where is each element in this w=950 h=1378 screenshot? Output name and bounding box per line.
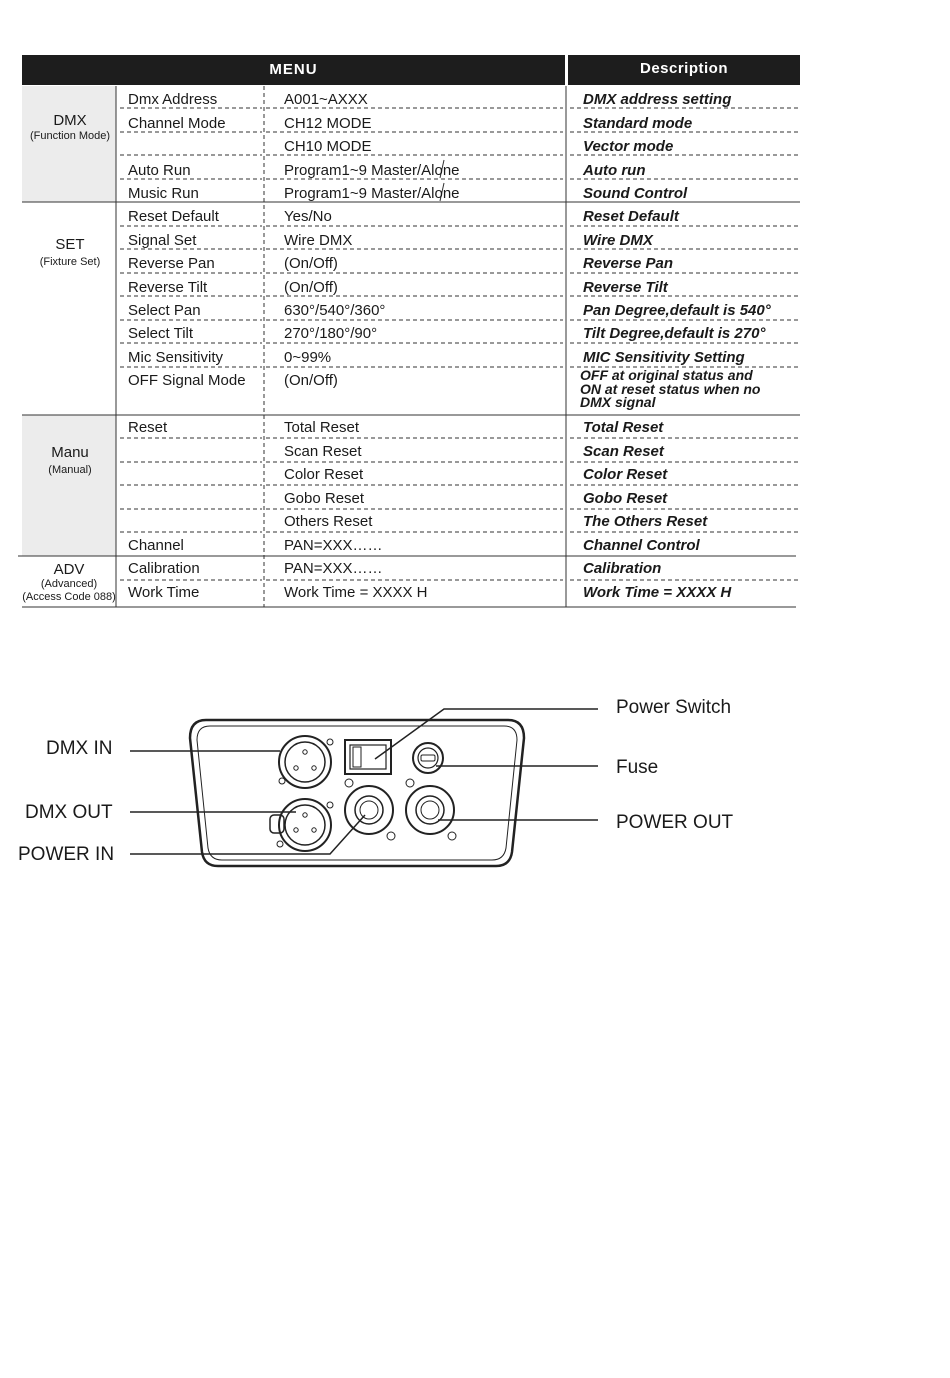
power-out-connector-icon [406, 779, 456, 840]
row-item: Reverse Pan [128, 255, 215, 272]
row-desc: Vector mode [583, 138, 674, 155]
row-desc: Color Reset [583, 466, 668, 483]
group-set-label: SET [55, 236, 85, 253]
row-item: Channel Mode [128, 115, 226, 132]
row-desc: Sound Control [583, 185, 688, 202]
row-desc: Total Reset [583, 419, 664, 436]
group-adv-sub: (Advanced) [40, 578, 98, 590]
panel-housing [190, 720, 524, 866]
row-value: Color Reset [284, 466, 364, 483]
row-value: Yes/No [284, 208, 332, 225]
group-set-sub: (Fixture Set) [39, 256, 101, 268]
label-dmx-in: DMX IN [46, 738, 113, 759]
row-item: Channel [128, 537, 184, 554]
row-value: Work Time = XXXX H [284, 584, 428, 601]
row-value: CH12 MODE [284, 115, 372, 132]
group-manu-label: Manu [51, 444, 89, 461]
row-item: OFF Signal Mode [128, 372, 246, 389]
row-value: CH10 MODE [284, 138, 372, 155]
row-item: Select Tilt [128, 325, 194, 342]
row-desc: MIC Sensitivity Setting [583, 349, 745, 366]
row-value: PAN=XXX…… [284, 537, 383, 554]
row-item: Work Time [128, 584, 200, 601]
group-adv-label: ADV [53, 561, 85, 578]
row-value: A001~AXXX [284, 91, 368, 108]
row-item: Calibration [128, 560, 200, 577]
row-item: Reset Default [128, 208, 219, 225]
row-desc: Work Time = XXXX H [583, 584, 732, 601]
power-switch-icon [345, 740, 391, 774]
row-item: Select Pan [128, 302, 201, 319]
row-item: Auto Run [128, 162, 191, 179]
row-desc: ON at reset status when no [580, 381, 761, 397]
group-adv-sub2: (Access Code 088) [22, 591, 116, 603]
row-value: Wire DMX [284, 232, 353, 249]
row-value: 270°/180°/90° [284, 325, 378, 342]
row-value: Program1~9 Master/Alone [284, 185, 460, 202]
row-item: Music Run [128, 185, 199, 202]
row-desc: DMX address setting [583, 91, 732, 108]
row-value: Scan Reset [284, 443, 362, 460]
row-desc: Auto run [583, 162, 646, 179]
group-dmx-sub: (Function Mode) [29, 130, 111, 142]
row-desc: The Others Reset [583, 513, 708, 530]
label-power-switch: Power Switch [616, 697, 732, 718]
row-desc: Wire DMX [583, 232, 653, 249]
dmx-out-connector-icon [270, 799, 333, 851]
row-item: Dmx Address [128, 91, 218, 108]
header-description: Description [639, 60, 728, 77]
row-desc: Channel Control [583, 537, 700, 554]
row-item: Reset [128, 419, 168, 436]
group-manu-sub: (Manual) [48, 464, 92, 476]
row-desc: Calibration [583, 560, 662, 577]
row-value: (On/Off) [284, 279, 338, 296]
group-dmx-label: DMX [53, 112, 87, 129]
fuse-icon [413, 743, 443, 773]
row-value: Others Reset [284, 513, 373, 530]
row-desc: Reset Default [583, 208, 679, 225]
label-power-out: POWER OUT [616, 812, 734, 833]
row-desc: Standard mode [583, 115, 693, 132]
row-value: 0~99% [284, 349, 332, 366]
row-desc: Tilt Degree,default is 270° [583, 325, 766, 342]
back-panel-drawing [0, 690, 950, 880]
row-value: Total Reset [284, 419, 360, 436]
row-item: Mic Sensitivity [128, 349, 224, 366]
row-value: (On/Off) [284, 372, 338, 389]
row-value: 630°/540°/360° [284, 302, 386, 319]
label-dmx-out: DMX OUT [25, 802, 113, 823]
dmx-in-connector-icon [279, 736, 333, 788]
panel-inner-border [197, 726, 517, 860]
row-item: Reverse Tilt [128, 279, 208, 296]
row-desc: OFF at original status and [580, 367, 753, 383]
label-fuse: Fuse [616, 757, 659, 778]
row-value: PAN=XXX…… [284, 560, 383, 577]
label-power-in: POWER IN [18, 844, 115, 865]
row-desc: DMX signal [580, 394, 656, 410]
row-value: Gobo Reset [284, 490, 365, 507]
row-desc: Pan Degree,default is 540° [583, 302, 771, 319]
row-desc: Scan Reset [583, 443, 664, 460]
row-value: Program1~9 Master/Alone [284, 162, 460, 179]
row-desc: Reverse Pan [583, 255, 674, 272]
row-value: (On/Off) [284, 255, 338, 272]
header-menu: MENU [269, 61, 318, 78]
row-desc: Gobo Reset [583, 490, 668, 507]
power-in-connector-icon [345, 779, 395, 840]
row-desc: Reverse Tilt [583, 279, 668, 296]
row-item: Signal Set [128, 232, 197, 249]
